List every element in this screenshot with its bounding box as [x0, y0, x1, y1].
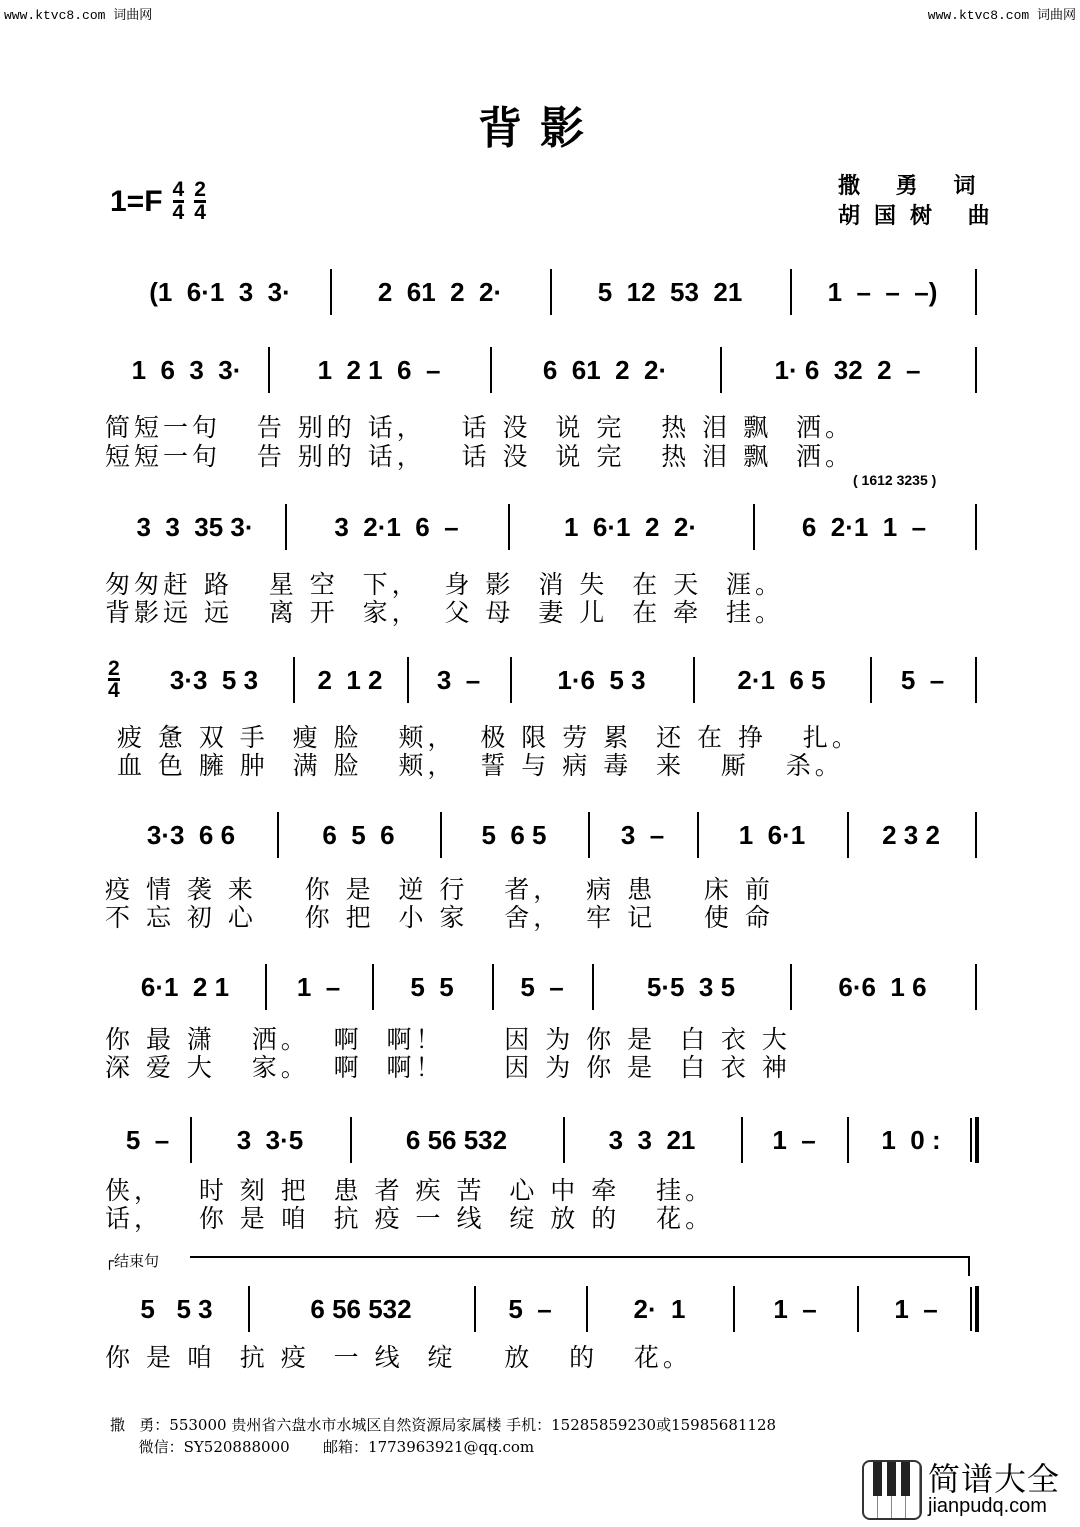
bar-line	[857, 1286, 859, 1332]
ending-marker: ┌ 结束句	[105, 1251, 160, 1270]
song-title: 背影	[478, 103, 602, 154]
staff-system	[0, 345, 1080, 395]
staff-system	[0, 502, 1080, 552]
measure: 6·1 2 1	[140, 971, 230, 1002]
bar-line	[741, 1117, 743, 1163]
measure: 1· 6 32 2 –	[774, 354, 921, 385]
bar-line	[753, 504, 755, 550]
measure: 1 –	[894, 1293, 938, 1324]
measure: 5 5 3	[140, 1293, 213, 1324]
measure: 2 3 2	[882, 819, 940, 850]
ts-top: 2	[194, 178, 206, 201]
bar-line	[693, 657, 695, 703]
measure: 1 2 1 6 –	[317, 354, 441, 385]
lyrics-verse-1: 匆匆赶 路 星 空 下， 身 影 消 失 在 天 涯。	[105, 570, 785, 599]
staff-system	[0, 655, 1080, 705]
measure: 1 6·1 2 2·	[564, 511, 697, 542]
measure: 6·6 1 6	[838, 971, 927, 1002]
logo-en: jianpudq.com	[928, 1495, 1047, 1518]
staff-system	[0, 1284, 1080, 1334]
measure: 3 3·5	[236, 1124, 304, 1155]
measure: 6 2·1 1 –	[801, 511, 927, 542]
measure: 6 61 2 2·	[542, 354, 668, 385]
measure: 1·6 5 3	[557, 664, 646, 695]
ts-bottom: 4	[194, 201, 206, 224]
bar-line	[975, 504, 977, 550]
bar-line	[490, 347, 492, 393]
watermark-left: www.ktvc8.com 词曲网	[4, 8, 153, 23]
staff-system	[0, 810, 1080, 860]
bar-line	[975, 1117, 979, 1163]
bar-line	[733, 1286, 735, 1332]
measure: 3 –	[620, 819, 665, 850]
bar-line	[563, 1117, 565, 1163]
watermark-right: www.ktvc8.com 词曲网	[927, 8, 1076, 23]
measure: 2· 1	[633, 1293, 686, 1324]
measure: 1 0 :	[881, 1124, 941, 1155]
bar-line	[248, 1286, 250, 1332]
footer-contact-line2: 微信：SY520888000 邮箱：1773963921@qq.com	[110, 1438, 535, 1456]
measure: 5 –	[125, 1124, 170, 1155]
measure: 5·5 3 5	[646, 971, 736, 1002]
measure: 1 –	[296, 971, 341, 1002]
logo-cn: 简谱大全	[928, 1459, 1061, 1498]
bar-line	[975, 269, 977, 315]
footer-contact-line1: 撒 勇：553000 贵州省六盘水市水城区自然资源局家属楼 手机：15285859230或15985681128	[110, 1416, 777, 1434]
ts-bottom: 4	[172, 201, 185, 224]
measure: 6 56 532	[405, 1124, 508, 1155]
measure: 5 –	[900, 664, 945, 695]
measure: 3 3 35 3·	[136, 511, 254, 542]
bar-line	[975, 812, 977, 858]
lyrics-verse-1: 简短一句 告 别的 话， 话 没 说 完 热 泪 飘 洒。	[105, 413, 854, 442]
bar-line	[588, 812, 590, 858]
key-label: 1=F	[110, 184, 163, 218]
measure: 1 –	[772, 1124, 816, 1155]
measure: 3 3 21	[608, 1124, 696, 1155]
measure: 3 –	[436, 664, 481, 695]
time-signature-change	[108, 659, 120, 700]
lyrics-verse-2: 血 色 臃 肿 满 脸 颊， 誓 与 病 毒 来 厮 杀。	[105, 751, 844, 780]
measure: 5 12 53 21	[597, 276, 743, 307]
lyrics-verse-2: 短短一句 告 别的 话， 话 没 说 完 热 泪 飘 洒。	[105, 442, 854, 471]
ending-bracket-tick	[968, 1256, 970, 1276]
measure: 2 1 2	[317, 664, 383, 695]
site-logo	[862, 1460, 1060, 1520]
bar-line	[847, 812, 849, 858]
staff-system	[0, 962, 1080, 1012]
composer: 胡国树 曲	[838, 204, 1004, 229]
bar-line	[975, 657, 977, 703]
measure: 6 56 532	[310, 1293, 412, 1324]
lyrics-verse-1: 侠， 时 刻 把 患 者 疾 苦 心 中 牵 挂。	[105, 1176, 715, 1205]
lyrics-verse-2: 背影远 远 离 开 家， 父 母 妻 儿 在 牵 挂。	[105, 598, 785, 627]
credits	[838, 172, 1004, 232]
bar-line	[440, 812, 442, 858]
bar-line	[592, 964, 594, 1010]
bar-line	[550, 269, 552, 315]
bar-line	[975, 964, 977, 1010]
ending-bracket-line	[190, 1256, 970, 1258]
bar-line	[790, 964, 792, 1010]
lyrics-verse-1: 疫 情 袭 来 你 是 逆 行 者， 病 患 床 前	[105, 875, 774, 904]
bar-line	[586, 1286, 588, 1332]
bar-line	[697, 812, 699, 858]
bar-line	[293, 657, 295, 703]
key-signature	[110, 180, 206, 223]
piano-icon	[862, 1460, 922, 1520]
measure: 6 5 6	[322, 819, 395, 850]
lyrics-verse-2: 深 爱 大 家。 啊 啊！ 因 为 你 是 白 衣 神	[105, 1053, 791, 1082]
staff-system	[0, 267, 1080, 317]
measure: 1 6·1	[738, 819, 806, 850]
ending-label: 结束句	[114, 1252, 160, 1270]
bar-line	[268, 347, 270, 393]
lyrics-verse-1: 你 是 咱 抗 疫 一 线 绽 放 的 花。	[105, 1343, 692, 1372]
bar-line	[285, 504, 287, 550]
bar-line	[510, 657, 512, 703]
ts-bottom: 4	[108, 679, 120, 702]
measure: (1 6·1 3 3·	[149, 276, 291, 307]
bar-line	[190, 1117, 192, 1163]
bar-line	[975, 1286, 979, 1332]
ts-top: 2	[108, 657, 120, 680]
lyricist: 撒 勇 词	[838, 174, 990, 199]
bar-line	[474, 1286, 476, 1332]
measure: 3·3 5 3	[169, 664, 259, 695]
bar-line	[265, 964, 267, 1010]
measure: 2·1 6 5	[737, 664, 826, 695]
time-signature-4-4	[173, 180, 185, 223]
measure: 5 5	[410, 971, 454, 1002]
bar-line	[492, 964, 494, 1010]
bar-line	[870, 657, 872, 703]
measure: 5 –	[520, 971, 564, 1002]
time-signature-2-4	[194, 180, 206, 223]
measure: 3·3 6 6	[146, 819, 236, 850]
bar-line	[720, 347, 722, 393]
lyrics-verse-1: 你 最 潇 洒。 啊 啊！ 因 为 你 是 白 衣 大	[105, 1025, 791, 1054]
bar-line	[350, 1117, 352, 1163]
lyrics-verse-2: 话， 你 是 咱 抗 疫 一 线 绽 放 的 花。	[105, 1204, 715, 1233]
measure: 2 61 2 2·	[377, 276, 503, 307]
measure: 1 –	[773, 1293, 817, 1324]
bar-line	[330, 269, 332, 315]
bar-line	[407, 657, 409, 703]
bar-line	[975, 347, 977, 393]
bar-line	[508, 504, 510, 550]
bar-line	[790, 269, 792, 315]
measure: 3 2·1 6 –	[334, 511, 459, 542]
measure: 5 –	[508, 1293, 552, 1324]
bar-line	[847, 1117, 849, 1163]
bar-line	[372, 964, 374, 1010]
measure: 1 6 3 3·	[131, 354, 242, 385]
interlude-note: ( 1612 3235 )	[853, 472, 937, 488]
measure: 1 – – –)	[827, 276, 938, 307]
lyrics-verse-2: 不 忘 初 心 你 把 小 家 舍， 牢 记 使 命	[105, 903, 774, 932]
measure: 5 6 5	[481, 819, 547, 850]
ts-top: 4	[172, 178, 185, 201]
staff-system	[0, 1115, 1080, 1165]
lyrics-verse-1: 疲 惫 双 手 瘦 脸 颊， 极 限 劳 累 还 在 挣 扎。	[105, 723, 861, 752]
bar-line	[277, 812, 279, 858]
